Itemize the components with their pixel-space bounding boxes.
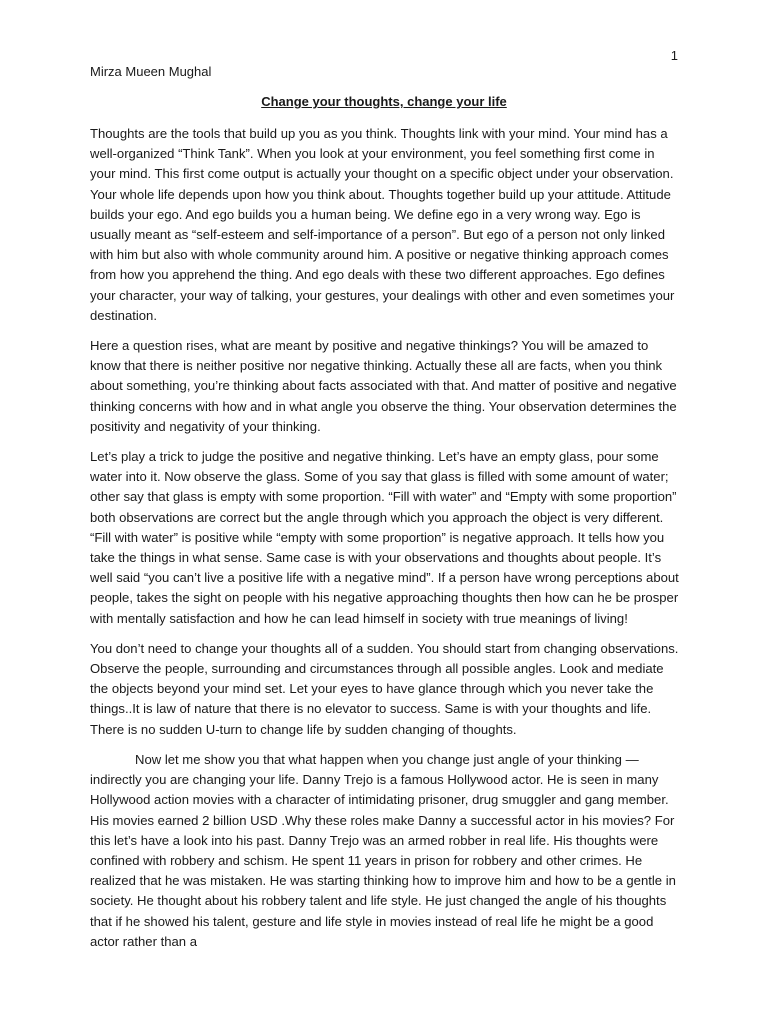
paragraph-2: Here a question rises, what are meant by positive and negative thinkings? You will be amazed to know that there is neither positive nor negative thinking. Actually these all are facts, when you think about something, you’re thinking about facts associated with that. And matter of positive and negative thinking concerns with how and in what angle you observe the thing. Your observation determines the positivity and negativity of your thinking.: [90, 338, 677, 434]
document-title: Change your thoughts, change your life: [261, 94, 507, 109]
document-body: [90, 124, 680, 962]
paragraph-4: You don’t need to change your thoughts all of a sudden. You should start from changing observations. Observe the people, surrounding and circumstances through all possible angles. Look and mediate the objects beyond your mind set. Let your eyes to have glance through which you never take the things..It is law of nature that there is no elevator to success. Same is with your thoughts and life. There is no sudden U-turn to change life by sudden changing of thoughts.: [90, 640, 679, 737]
author-name: Mirza Mueen Mughal: [90, 64, 212, 79]
paragraph-5: Now let me show you that what happen when you change just angle of your thinking — indirectly you are changing your life. Danny Trejo is a famous Hollywood actor. He is seen in many Hollywood action movies with a character of intimidating prisoner, drug smuggler and gang member. His movies earned 2 billion USD .Why these roles make Danny a successful actor in his movies? For this let’s have a look into his past. Danny Trejo was an armed robber in real life. His thoughts were confined with robbery and schism. He spent 11 years in prison for robbery and other crimes. He realized that he was mistaken. He was starting thinking how to improve him and how to be a gentle in society. He thought about his robbery talent and life style. He just changed the angle of his thoughts that if he showed his talent, gesture and life style in movies instead of real life he might be a good actor rather than a: [90, 751, 676, 949]
page-number: 1: [670, 48, 678, 63]
paragraph-1: Thoughts are the tools that build up you as you think. Thoughts link with your mind. Your mind has a well-organized “Think Tank”. When you look at your environment, you feel something first come in your mind. This first come output is actually your thought on a specific object under your observation. Your whole life depends upon how you think about. Thoughts together build up your attitude. Attitude builds your ego. And ego builds you a human being. We define ego in a very wrong way. Ego is usually meant as “self-esteem and self-importance of a person”. But ego of a person not only linked with him but also with whole community around him. A positive or negative thinking approach comes from how you apprehend the thing. And ego deals with these two different approaches. Ego defines your character, your way of talking, your gestures, your dealings with other and even sometimes your destination.: [90, 126, 675, 323]
paragraph-3: Let’s play a trick to judge the positive and negative thinking. Let’s have an empty glass, pour some water into it. Now observe the glass. Some of you say that glass is filled with some amount of water; other say that glass is empty with some proportion. “Fill with water” and “Empty with some proportion” both observations are correct but the angle through which you approach the object is very different. “Fill with water” is positive while “empty with some proportion” is negative approach. It tells how you take the things in what sense. Same case is with your observations and thoughts about people. It’s well said “you can’t live a positive life with a negative mind”. If a person have wrong perceptions about people, takes the sight on people with his negative approaching thoughts then how can he be prosper with mentally satisfaction and how he can lead himself in society with true meanings of living!: [90, 449, 679, 626]
